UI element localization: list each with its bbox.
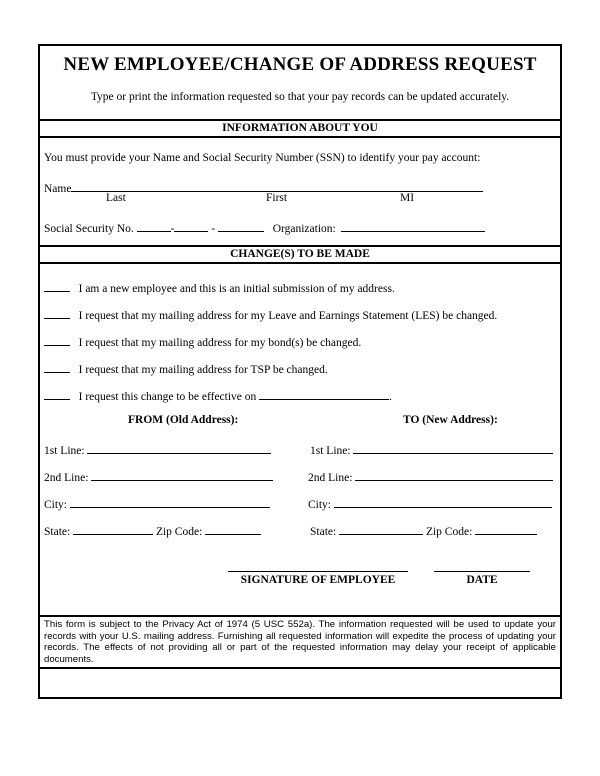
- change-option-blank[interactable]: [44, 333, 70, 346]
- section-divider: [40, 136, 560, 138]
- ssn-field-part3[interactable]: [218, 219, 264, 232]
- date-line[interactable]: [434, 571, 530, 572]
- state-label: State:: [310, 526, 337, 538]
- change-option-blank[interactable]: [44, 279, 70, 292]
- last-label: Last: [106, 192, 126, 204]
- from-city-field[interactable]: [70, 495, 270, 508]
- effective-suffix: .: [389, 391, 393, 403]
- from-heading: FROM (Old Address):: [128, 414, 239, 426]
- to-state-row: [310, 522, 537, 538]
- from-zip-field[interactable]: [205, 522, 261, 535]
- info-section-heading: INFORMATION ABOUT YOU: [222, 122, 378, 134]
- from-city-row: [44, 495, 270, 511]
- section-divider: [40, 245, 560, 247]
- changes-section-heading: CHANGE(S) TO BE MADE: [230, 248, 370, 260]
- privacy-notice: This form is subject to the Privacy Act of 1974 (5 USC 552a). The information requested will be used to update your records with your U.S. mailing address. Furnishing all requested information will expedite the process of updating your records. The effects of not providing all or part of the requested information may delay your receipt of applicable documents.: [44, 619, 556, 665]
- change-option-blank[interactable]: [44, 387, 70, 400]
- line2-label: 2nd Line:: [308, 472, 353, 484]
- to-state-field[interactable]: [339, 522, 423, 535]
- state-label: State:: [44, 526, 71, 538]
- form-subtitle: Type or print the information requested so that your pay records can be updated accurately.: [90, 91, 510, 103]
- change-option-row: [44, 360, 328, 376]
- to-city-row: [308, 495, 552, 511]
- signature-line[interactable]: [228, 571, 408, 572]
- zip-label: Zip Code:: [155, 526, 203, 538]
- section-divider: [40, 667, 560, 669]
- to-zip-field[interactable]: [475, 522, 537, 535]
- ssn-separator: -: [170, 223, 175, 235]
- mi-label: MI: [400, 192, 415, 204]
- from-line1-field[interactable]: [87, 441, 271, 454]
- change-option-text: I request that my mailing address for TSP be changed.: [78, 364, 328, 376]
- from-state-field[interactable]: [73, 522, 153, 535]
- from-line2-row: [44, 468, 273, 484]
- from-state-row: [44, 522, 261, 538]
- change-option-row: [44, 387, 392, 403]
- from-line1-row: [44, 441, 271, 457]
- from-line2-field[interactable]: [91, 468, 273, 481]
- zip-label: Zip Code:: [425, 526, 473, 538]
- date-label: DATE: [466, 574, 498, 586]
- city-label: City:: [308, 499, 332, 511]
- change-option-row: [44, 333, 361, 349]
- ssn-field-part2[interactable]: [174, 219, 208, 232]
- effective-date-field[interactable]: [259, 387, 389, 400]
- change-option-text: I am a new employee and this is an initial submission of my address.: [78, 283, 395, 295]
- name-field[interactable]: [71, 179, 483, 192]
- section-divider: [40, 262, 560, 264]
- to-line1-row: [310, 441, 553, 457]
- change-option-row: [44, 279, 395, 295]
- organization-label: Organization:: [272, 223, 336, 235]
- change-option-text: I request this change to be effective on: [78, 391, 257, 403]
- section-divider: [40, 119, 560, 121]
- signature-label: SIGNATURE OF EMPLOYEE: [240, 574, 396, 586]
- form-frame: [38, 44, 562, 699]
- line1-label: 1st Line:: [44, 445, 85, 457]
- section-divider: [40, 615, 560, 617]
- change-option-row: [44, 306, 497, 322]
- ssn-row: [44, 219, 485, 235]
- city-label: City:: [44, 499, 68, 511]
- name-label: Name: [44, 183, 72, 195]
- change-option-blank[interactable]: [44, 360, 70, 373]
- organization-field[interactable]: [341, 219, 485, 232]
- to-line1-field[interactable]: [353, 441, 553, 454]
- to-line2-field[interactable]: [355, 468, 553, 481]
- change-option-text: I request that my mailing address for my Leave and Earnings Statement (LES) be changed.: [78, 310, 498, 322]
- to-city-field[interactable]: [334, 495, 552, 508]
- ssn-field-part1[interactable]: [137, 219, 171, 232]
- form-title: NEW EMPLOYEE/CHANGE OF ADDRESS REQUEST: [63, 54, 537, 75]
- ssn-label: Social Security No.: [44, 223, 134, 235]
- info-instruction: You must provide your Name and Social Security Number (SSN) to identify your pay account:: [44, 152, 481, 164]
- first-label: First: [266, 192, 288, 204]
- line1-label: 1st Line:: [310, 445, 351, 457]
- change-option-blank[interactable]: [44, 306, 70, 319]
- to-heading: TO (New Address):: [403, 414, 498, 426]
- to-line2-row: [308, 468, 553, 484]
- ssn-separator: -: [211, 223, 216, 235]
- change-option-text: I request that my mailing address for my bond(s) be changed.: [78, 337, 362, 349]
- line2-label: 2nd Line:: [44, 472, 89, 484]
